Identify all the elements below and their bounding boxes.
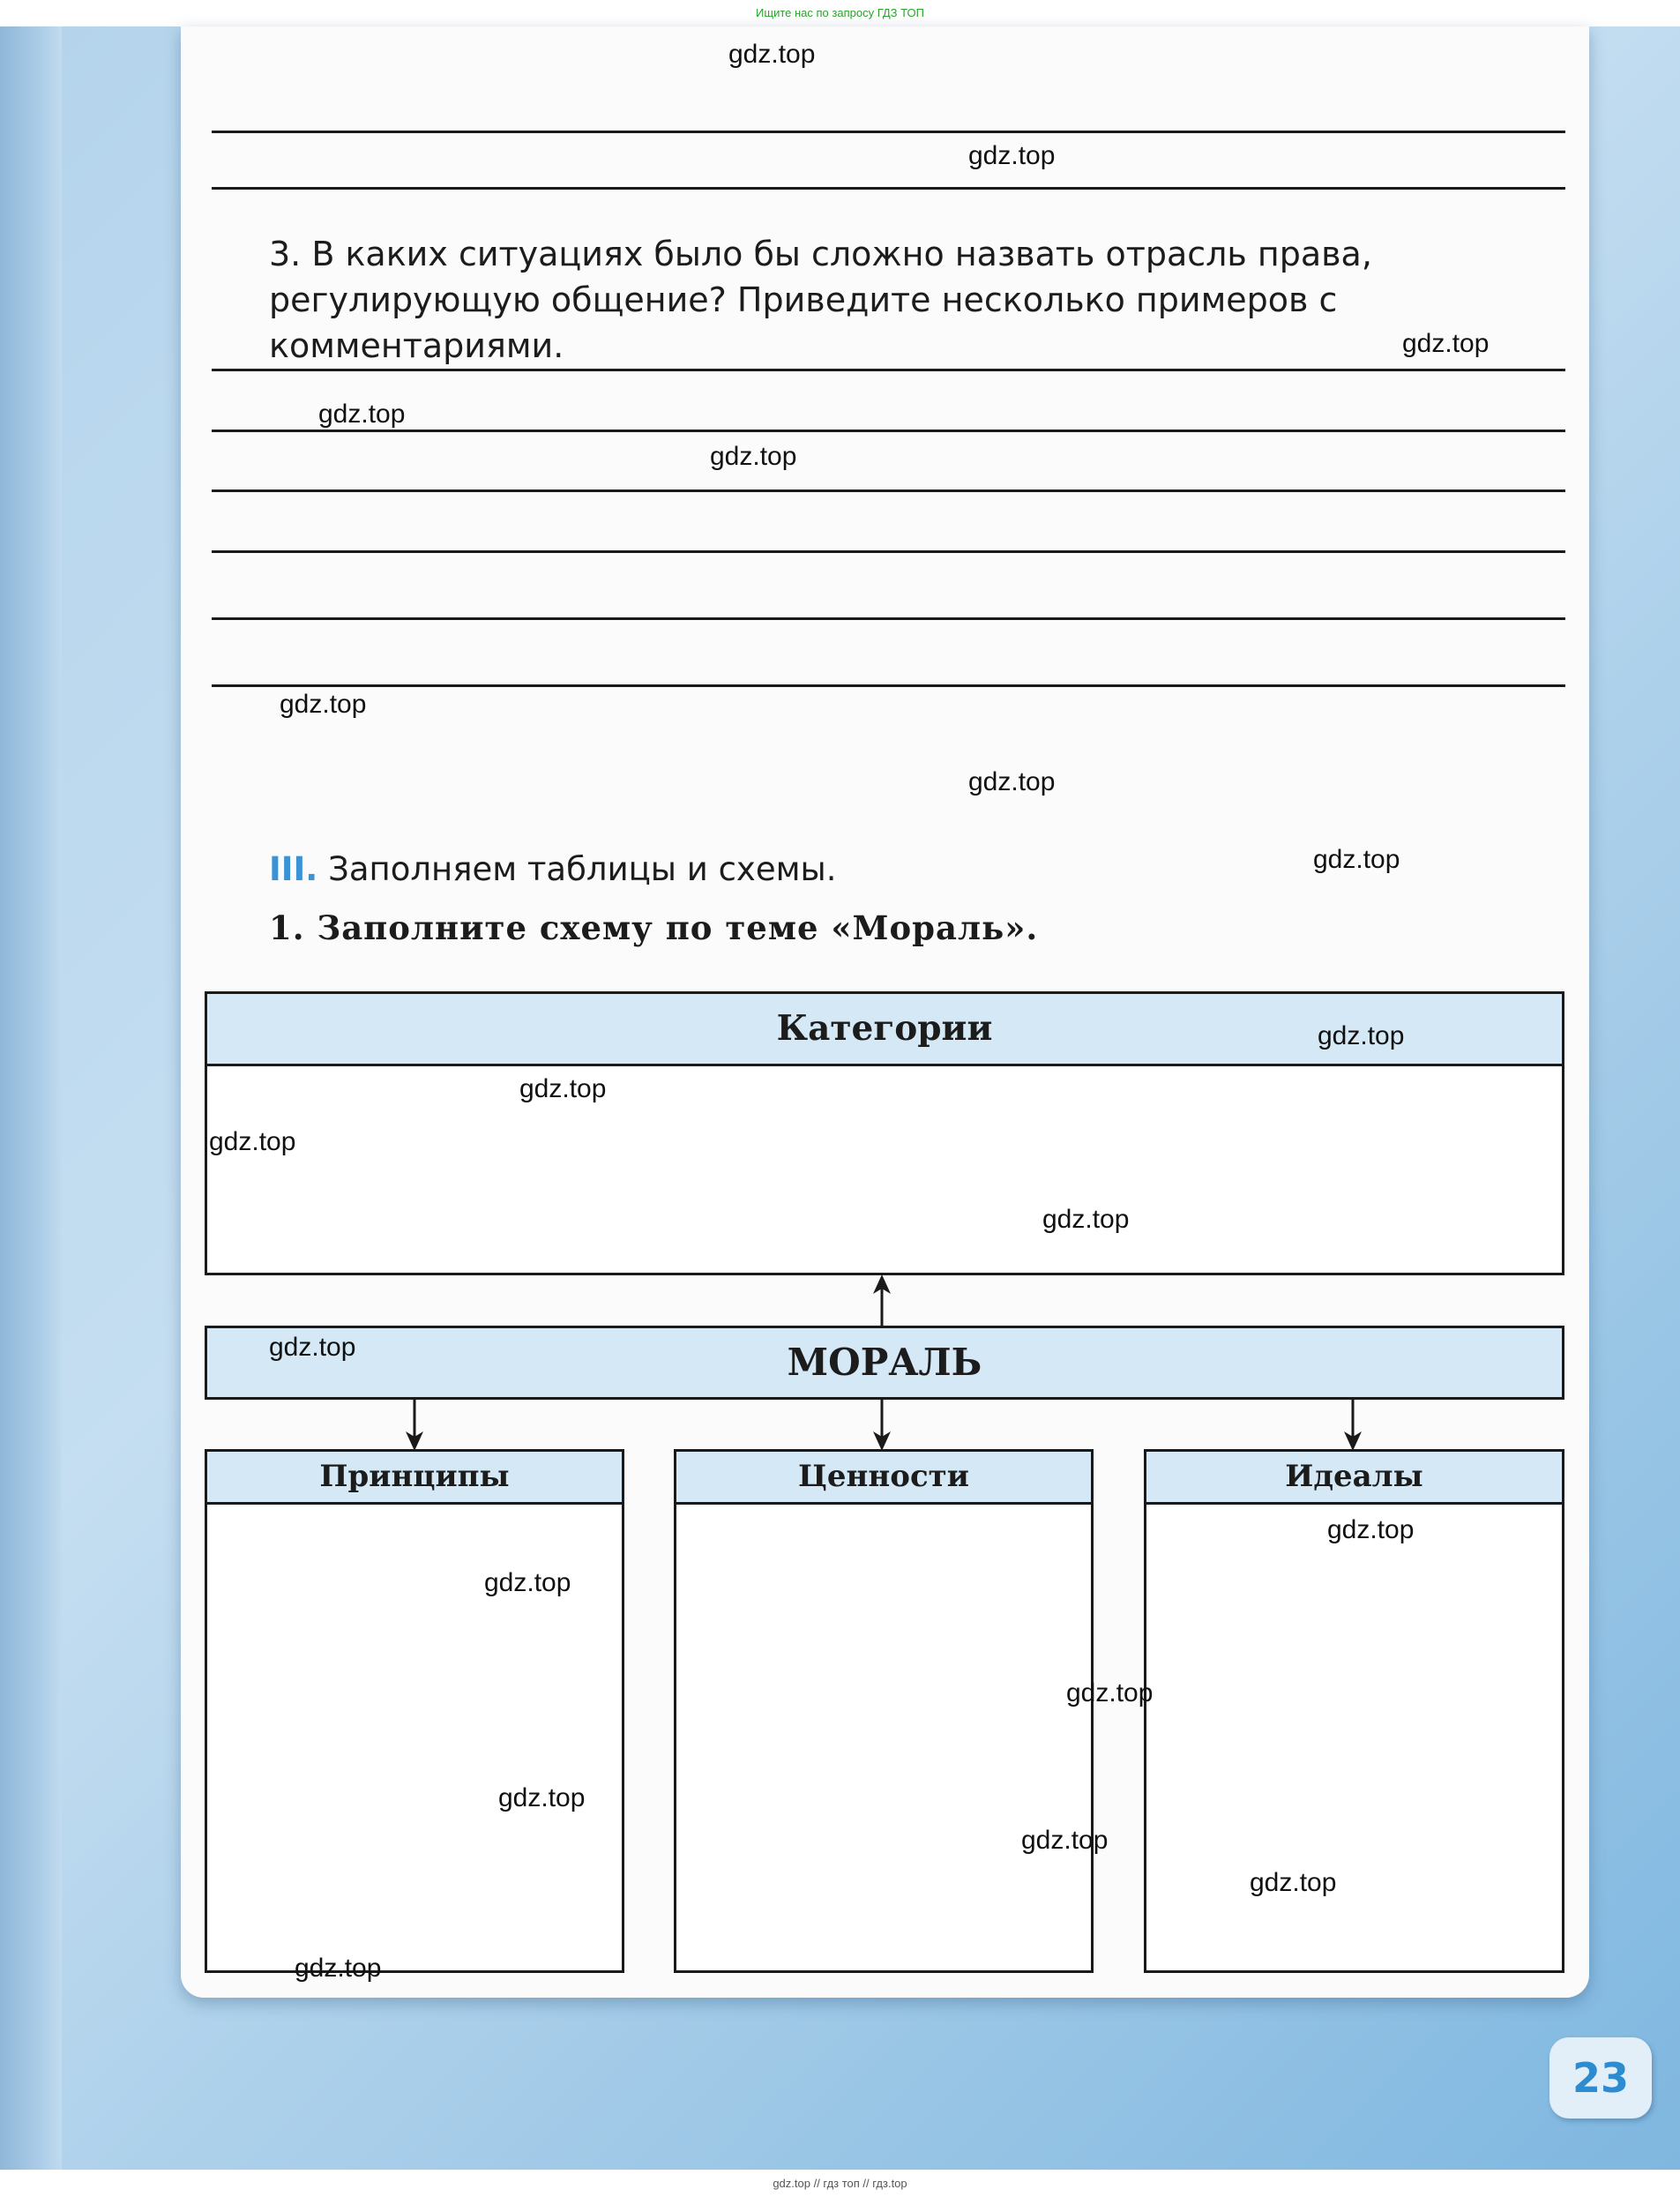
watermark: gdz.top xyxy=(209,1127,296,1156)
section-number: III. xyxy=(269,850,318,888)
answer-line xyxy=(212,550,1565,553)
categories-header: Категории xyxy=(207,994,1562,1066)
watermark: gdz.top xyxy=(968,141,1056,170)
arrow-down-icon xyxy=(869,1398,895,1453)
section-heading xyxy=(269,847,836,893)
morality-label: МОРАЛЬ xyxy=(787,1341,982,1384)
question-3: 3. В каких ситуациях было бы сложно назвать отрасль права, регулирующую общение? Приведите несколько примеров с комментариями. xyxy=(269,235,1372,365)
values-header: Ценности xyxy=(676,1452,1091,1505)
answer-line xyxy=(212,617,1565,620)
watermark: gdz.top xyxy=(498,1783,586,1812)
watermark: gdz.top xyxy=(1313,845,1400,874)
watermark: gdz.top xyxy=(1402,329,1490,358)
answer-line xyxy=(212,187,1565,190)
principles-box[interactable] xyxy=(205,1449,624,1973)
watermark: gdz.top xyxy=(1021,1826,1109,1855)
footer-links[interactable]: gdz.top // гдз топ // гдз.top xyxy=(773,2177,907,2190)
watermark: gdz.top xyxy=(484,1568,571,1597)
watermark: gdz.top xyxy=(968,767,1056,796)
arrow-down-icon xyxy=(401,1398,428,1453)
page-number: 23 xyxy=(1549,2037,1652,2119)
watermark: gdz.top xyxy=(1318,1021,1405,1050)
watermark: gdz.top xyxy=(1327,1515,1415,1544)
watermark: gdz.top xyxy=(519,1074,607,1103)
top-banner[interactable]: Ищите нас по запросу ГДЗ ТОП xyxy=(756,6,924,19)
watermark: gdz.top xyxy=(728,40,816,69)
task-1-title: 1. Заполните схему по теме «Мораль». xyxy=(269,908,1039,947)
watermark: gdz.top xyxy=(1066,1678,1154,1708)
arrow-up-icon xyxy=(869,1273,895,1328)
answer-line xyxy=(212,684,1565,687)
morality-box xyxy=(205,1326,1564,1400)
watermark: gdz.top xyxy=(710,442,797,471)
ideals-header: Идеалы xyxy=(1146,1452,1562,1505)
answer-line xyxy=(212,489,1565,492)
watermark: gdz.top xyxy=(269,1333,356,1362)
answer-line xyxy=(212,430,1565,432)
arrow-down-icon xyxy=(1340,1398,1366,1453)
values-box[interactable] xyxy=(674,1449,1094,1973)
book-spine xyxy=(0,26,62,2170)
watermark: gdz.top xyxy=(318,400,406,429)
answer-line xyxy=(212,131,1565,133)
answer-line xyxy=(212,369,1565,371)
watermark: gdz.top xyxy=(295,1954,382,1983)
watermark: gdz.top xyxy=(1250,1868,1337,1897)
watermark: gdz.top xyxy=(280,690,367,719)
principles-header: Принципы xyxy=(207,1452,622,1505)
watermark: gdz.top xyxy=(1042,1205,1130,1234)
section-title: Заполняем таблицы и схемы. xyxy=(328,850,837,888)
